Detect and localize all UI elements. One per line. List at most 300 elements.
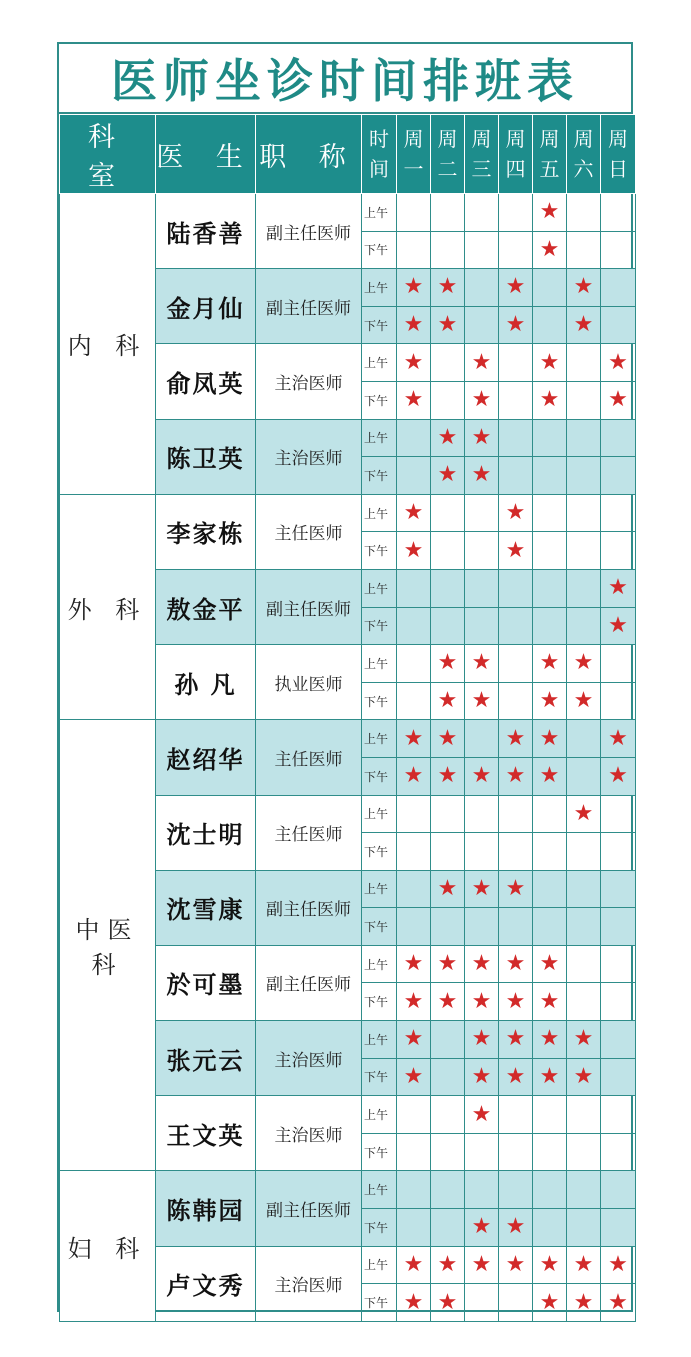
schedule-cell xyxy=(499,344,533,382)
period-label: 上午 xyxy=(362,1246,397,1284)
schedule-cell xyxy=(397,381,431,419)
star-icon: ★ xyxy=(471,1026,492,1052)
star-icon: ★ xyxy=(539,236,560,262)
schedule-sheet xyxy=(57,42,633,1315)
schedule-cell xyxy=(465,945,499,983)
star-icon: ★ xyxy=(608,612,628,638)
schedule-cell xyxy=(567,983,601,1021)
period-label: 上午 xyxy=(362,569,397,607)
star-icon: ★ xyxy=(437,424,458,450)
schedule-cell xyxy=(601,1133,636,1171)
schedule-cell xyxy=(601,757,636,795)
star-icon: ★ xyxy=(437,1251,458,1277)
schedule-cell xyxy=(431,983,465,1021)
schedule-cell xyxy=(567,194,601,232)
department-cell: 中医科 xyxy=(60,720,156,1171)
schedule-cell xyxy=(465,457,499,495)
star-icon: ★ xyxy=(573,312,594,338)
schedule-cell xyxy=(397,344,431,382)
schedule-cell xyxy=(465,908,499,946)
period-label: 下午 xyxy=(362,1284,397,1322)
doctor-name: 俞凤英 xyxy=(156,344,256,419)
schedule-cell xyxy=(431,645,465,683)
star-icon: ★ xyxy=(403,537,424,563)
schedule-cell xyxy=(465,795,499,833)
star-icon: ★ xyxy=(471,951,492,977)
department-cell: 内 科 xyxy=(60,194,156,495)
schedule-cell xyxy=(499,532,533,570)
schedule-cell xyxy=(601,983,636,1021)
schedule-cell xyxy=(567,870,601,908)
schedule-cell xyxy=(533,306,567,344)
star-icon: ★ xyxy=(437,951,458,977)
star-icon: ★ xyxy=(608,387,628,413)
schedule-cell xyxy=(533,194,567,232)
schedule-cell xyxy=(601,532,636,570)
page-title: 医师坐诊时间排班表 xyxy=(59,44,631,114)
schedule-cell xyxy=(431,381,465,419)
schedule-cell xyxy=(499,908,533,946)
schedule-cell xyxy=(533,344,567,382)
schedule-cell xyxy=(397,194,431,232)
schedule-cell xyxy=(397,1058,431,1096)
schedule-cell xyxy=(567,757,601,795)
period-label: 下午 xyxy=(362,457,397,495)
schedule-cell xyxy=(465,870,499,908)
schedule-cell xyxy=(567,457,601,495)
schedule-cell xyxy=(499,1058,533,1096)
schedule-cell xyxy=(533,269,567,307)
period-label: 上午 xyxy=(362,645,397,683)
schedule-cell xyxy=(397,1284,431,1322)
star-icon: ★ xyxy=(573,688,594,714)
star-icon: ★ xyxy=(539,1063,560,1089)
schedule-cell xyxy=(397,532,431,570)
header-doctor: 医 生 xyxy=(156,115,256,194)
schedule-cell xyxy=(601,381,636,419)
schedule-cell xyxy=(567,269,601,307)
star-icon: ★ xyxy=(471,988,492,1014)
star-icon: ★ xyxy=(403,1251,424,1277)
schedule-cell xyxy=(533,231,567,269)
schedule-cell xyxy=(465,381,499,419)
doctor-name: 卢文秀 xyxy=(156,1246,256,1321)
schedule-cell xyxy=(499,795,533,833)
schedule-cell xyxy=(431,1058,465,1096)
schedule-cell xyxy=(431,231,465,269)
header-day-wed: 周 三 xyxy=(465,115,499,194)
schedule-cell xyxy=(431,494,465,532)
schedule-cell xyxy=(465,306,499,344)
star-icon: ★ xyxy=(505,274,526,300)
star-icon: ★ xyxy=(608,1251,628,1277)
schedule-cell xyxy=(499,833,533,871)
schedule-cell xyxy=(499,1209,533,1247)
doctor-title: 副主任医师 xyxy=(256,569,362,644)
star-icon: ★ xyxy=(471,688,492,714)
star-icon: ★ xyxy=(403,1026,424,1052)
schedule-cell xyxy=(499,1133,533,1171)
star-icon: ★ xyxy=(608,1289,628,1315)
schedule-cell xyxy=(431,194,465,232)
star-icon: ★ xyxy=(471,387,492,413)
star-icon: ★ xyxy=(437,875,458,901)
schedule-cell xyxy=(465,231,499,269)
doctor-name: 赵绍华 xyxy=(156,720,256,795)
star-icon: ★ xyxy=(505,500,526,526)
schedule-cell xyxy=(499,870,533,908)
schedule-cell xyxy=(465,419,499,457)
schedule-cell xyxy=(465,983,499,1021)
schedule-cell xyxy=(601,457,636,495)
schedule-cell xyxy=(601,833,636,871)
schedule-cell xyxy=(533,1171,567,1209)
schedule-cell xyxy=(431,532,465,570)
schedule-cell xyxy=(533,381,567,419)
schedule-cell xyxy=(533,682,567,720)
schedule-cell xyxy=(533,607,567,645)
period-label: 下午 xyxy=(362,532,397,570)
schedule-cell xyxy=(431,945,465,983)
schedule-cell xyxy=(465,269,499,307)
star-icon: ★ xyxy=(505,1251,526,1277)
schedule-cell xyxy=(533,532,567,570)
doctor-name: 金月仙 xyxy=(156,269,256,344)
star-icon: ★ xyxy=(403,763,424,789)
schedule-cell xyxy=(499,419,533,457)
star-icon: ★ xyxy=(471,1063,492,1089)
schedule-row xyxy=(60,720,636,758)
period-label: 下午 xyxy=(362,1058,397,1096)
doctor-title: 主治医师 xyxy=(256,1021,362,1096)
doctor-name: 李家栋 xyxy=(156,494,256,569)
schedule-cell xyxy=(397,569,431,607)
schedule-cell xyxy=(397,682,431,720)
schedule-cell xyxy=(397,1209,431,1247)
doctor-name: 敖金平 xyxy=(156,569,256,644)
schedule-cell xyxy=(431,419,465,457)
star-icon: ★ xyxy=(403,988,424,1014)
header-day-sun: 周 日 xyxy=(601,115,636,194)
schedule-cell xyxy=(533,720,567,758)
schedule-cell xyxy=(465,1058,499,1096)
schedule-cell xyxy=(601,607,636,645)
star-icon: ★ xyxy=(539,725,560,751)
schedule-cell xyxy=(601,1284,636,1322)
star-icon: ★ xyxy=(437,725,458,751)
star-icon: ★ xyxy=(608,763,628,789)
schedule-cell xyxy=(465,1284,499,1322)
star-icon: ★ xyxy=(539,650,560,676)
schedule-cell xyxy=(567,419,601,457)
star-icon: ★ xyxy=(505,1214,526,1240)
schedule-cell xyxy=(431,306,465,344)
schedule-cell xyxy=(465,532,499,570)
schedule-cell xyxy=(567,908,601,946)
schedule-cell xyxy=(397,870,431,908)
star-icon: ★ xyxy=(403,274,424,300)
schedule-cell xyxy=(397,908,431,946)
schedule-cell xyxy=(601,419,636,457)
period-label: 上午 xyxy=(362,870,397,908)
schedule-cell xyxy=(533,419,567,457)
doctor-title: 主治医师 xyxy=(256,1246,362,1321)
doctor-title: 主任医师 xyxy=(256,494,362,569)
schedule-cell xyxy=(397,494,431,532)
star-icon: ★ xyxy=(403,1289,424,1315)
star-icon: ★ xyxy=(539,988,560,1014)
schedule-cell xyxy=(601,1058,636,1096)
schedule-row xyxy=(60,494,636,532)
star-icon: ★ xyxy=(437,274,458,300)
schedule-cell xyxy=(601,682,636,720)
schedule-cell xyxy=(567,795,601,833)
schedule-cell xyxy=(499,1096,533,1134)
star-icon: ★ xyxy=(471,424,492,450)
star-icon: ★ xyxy=(403,1063,424,1089)
star-icon: ★ xyxy=(437,988,458,1014)
schedule-cell xyxy=(567,1171,601,1209)
schedule-cell xyxy=(567,1284,601,1322)
star-icon: ★ xyxy=(505,988,526,1014)
schedule-cell xyxy=(465,344,499,382)
schedule-cell xyxy=(465,194,499,232)
star-icon: ★ xyxy=(437,650,458,676)
star-icon: ★ xyxy=(539,349,560,375)
schedule-cell xyxy=(499,757,533,795)
schedule-cell xyxy=(499,1284,533,1322)
doctor-name: 陈韩园 xyxy=(156,1171,256,1246)
star-icon: ★ xyxy=(471,763,492,789)
star-icon: ★ xyxy=(573,650,594,676)
schedule-cell xyxy=(397,419,431,457)
schedule-cell xyxy=(499,1021,533,1059)
schedule-cell xyxy=(499,306,533,344)
schedule-cell xyxy=(465,833,499,871)
schedule-cell xyxy=(567,1209,601,1247)
star-icon: ★ xyxy=(505,763,526,789)
schedule-cell xyxy=(397,757,431,795)
doctor-title: 主任医师 xyxy=(256,795,362,870)
schedule-cell xyxy=(533,1096,567,1134)
star-icon: ★ xyxy=(573,1026,594,1052)
schedule-cell xyxy=(431,1209,465,1247)
period-label: 上午 xyxy=(362,945,397,983)
star-icon: ★ xyxy=(608,349,628,375)
schedule-cell xyxy=(431,908,465,946)
star-icon: ★ xyxy=(505,951,526,977)
doctor-name: 张元云 xyxy=(156,1021,256,1096)
schedule-cell xyxy=(431,1246,465,1284)
star-icon: ★ xyxy=(539,199,560,225)
period-label: 上午 xyxy=(362,494,397,532)
header-day-mon: 周 一 xyxy=(397,115,431,194)
period-label: 下午 xyxy=(362,757,397,795)
period-label: 上午 xyxy=(362,419,397,457)
star-icon: ★ xyxy=(539,1289,560,1315)
period-label: 下午 xyxy=(362,231,397,269)
schedule-cell xyxy=(431,757,465,795)
schedule-body xyxy=(60,194,636,1322)
period-label: 下午 xyxy=(362,1133,397,1171)
doctor-name: 沈雪康 xyxy=(156,870,256,945)
header-day-sat: 周 六 xyxy=(567,115,601,194)
schedule-cell xyxy=(601,945,636,983)
schedule-cell xyxy=(465,645,499,683)
schedule-cell xyxy=(397,306,431,344)
schedule-cell xyxy=(601,1246,636,1284)
star-icon: ★ xyxy=(505,1063,526,1089)
star-icon: ★ xyxy=(471,650,492,676)
doctor-title: 副主任医师 xyxy=(256,945,362,1020)
schedule-table xyxy=(59,114,636,1322)
star-icon: ★ xyxy=(471,1101,492,1127)
schedule-cell xyxy=(397,269,431,307)
schedule-cell xyxy=(567,720,601,758)
schedule-cell xyxy=(567,607,601,645)
schedule-cell xyxy=(601,269,636,307)
schedule-cell xyxy=(431,607,465,645)
schedule-cell xyxy=(567,1133,601,1171)
schedule-cell xyxy=(533,945,567,983)
doctor-name: 於可墨 xyxy=(156,945,256,1020)
doctor-name: 沈士明 xyxy=(156,795,256,870)
doctor-name: 陈卫英 xyxy=(156,419,256,494)
star-icon: ★ xyxy=(437,462,458,488)
schedule-cell xyxy=(567,306,601,344)
period-label: 下午 xyxy=(362,607,397,645)
schedule-cell xyxy=(533,833,567,871)
schedule-cell xyxy=(465,569,499,607)
schedule-cell xyxy=(601,1021,636,1059)
star-icon: ★ xyxy=(403,500,424,526)
period-label: 下午 xyxy=(362,908,397,946)
star-icon: ★ xyxy=(471,1251,492,1277)
period-label: 上午 xyxy=(362,1021,397,1059)
schedule-cell xyxy=(533,795,567,833)
star-icon: ★ xyxy=(471,462,492,488)
schedule-cell xyxy=(397,645,431,683)
doctor-name: 陆香善 xyxy=(156,194,256,269)
star-icon: ★ xyxy=(573,1251,594,1277)
doctor-title: 主治医师 xyxy=(256,419,362,494)
schedule-cell xyxy=(431,1171,465,1209)
schedule-cell xyxy=(567,1246,601,1284)
schedule-cell xyxy=(499,607,533,645)
header-time: 时 间 xyxy=(362,115,397,194)
star-icon: ★ xyxy=(539,387,560,413)
schedule-cell xyxy=(397,833,431,871)
schedule-cell xyxy=(567,1058,601,1096)
schedule-cell xyxy=(431,569,465,607)
schedule-cell xyxy=(431,833,465,871)
star-icon: ★ xyxy=(403,349,424,375)
star-icon: ★ xyxy=(539,951,560,977)
star-icon: ★ xyxy=(608,725,628,751)
schedule-cell xyxy=(465,720,499,758)
period-label: 下午 xyxy=(362,983,397,1021)
header-day-fri: 周 五 xyxy=(533,115,567,194)
schedule-cell xyxy=(567,494,601,532)
schedule-cell xyxy=(567,682,601,720)
schedule-cell xyxy=(397,945,431,983)
schedule-cell xyxy=(601,1096,636,1134)
schedule-cell xyxy=(533,569,567,607)
period-label: 下午 xyxy=(362,381,397,419)
schedule-cell xyxy=(533,1246,567,1284)
star-icon: ★ xyxy=(471,1214,492,1240)
period-label: 上午 xyxy=(362,795,397,833)
schedule-cell xyxy=(601,569,636,607)
schedule-cell xyxy=(499,983,533,1021)
schedule-cell xyxy=(601,1171,636,1209)
star-icon: ★ xyxy=(403,387,424,413)
schedule-cell xyxy=(601,194,636,232)
schedule-cell xyxy=(465,682,499,720)
period-label: 上午 xyxy=(362,1171,397,1209)
doctor-name: 王文英 xyxy=(156,1096,256,1171)
schedule-cell xyxy=(397,795,431,833)
star-icon: ★ xyxy=(437,688,458,714)
doctor-title: 副主任医师 xyxy=(256,1171,362,1246)
schedule-cell xyxy=(601,494,636,532)
star-icon: ★ xyxy=(437,1289,458,1315)
schedule-cell xyxy=(567,532,601,570)
period-label: 上午 xyxy=(362,720,397,758)
schedule-cell xyxy=(533,1021,567,1059)
schedule-cell xyxy=(431,1096,465,1134)
star-icon: ★ xyxy=(403,951,424,977)
star-icon: ★ xyxy=(573,274,594,300)
star-icon: ★ xyxy=(437,763,458,789)
schedule-cell xyxy=(465,1171,499,1209)
star-icon: ★ xyxy=(573,1063,594,1089)
schedule-cell xyxy=(431,795,465,833)
schedule-cell xyxy=(601,231,636,269)
schedule-cell xyxy=(601,306,636,344)
schedule-cell xyxy=(499,645,533,683)
schedule-cell xyxy=(431,457,465,495)
schedule-cell xyxy=(499,720,533,758)
period-label: 下午 xyxy=(362,1209,397,1247)
star-icon: ★ xyxy=(539,763,560,789)
schedule-cell xyxy=(465,1246,499,1284)
period-label: 上午 xyxy=(362,1096,397,1134)
doctor-title: 执业医师 xyxy=(256,645,362,720)
star-icon: ★ xyxy=(573,800,594,826)
star-icon: ★ xyxy=(403,725,424,751)
schedule-cell xyxy=(601,645,636,683)
star-icon: ★ xyxy=(608,575,628,601)
schedule-cell xyxy=(567,569,601,607)
period-label: 上午 xyxy=(362,269,397,307)
schedule-cell xyxy=(499,569,533,607)
schedule-cell xyxy=(499,945,533,983)
star-icon: ★ xyxy=(573,1289,594,1315)
doctor-title: 副主任医师 xyxy=(256,870,362,945)
doctor-title: 主治医师 xyxy=(256,1096,362,1171)
schedule-cell xyxy=(499,381,533,419)
schedule-cell xyxy=(533,983,567,1021)
schedule-cell xyxy=(533,757,567,795)
schedule-cell xyxy=(465,1096,499,1134)
schedule-cell xyxy=(567,1096,601,1134)
header-dept: 科 室 xyxy=(60,115,156,194)
doctor-title: 主治医师 xyxy=(256,344,362,419)
schedule-cell xyxy=(465,1021,499,1059)
schedule-cell xyxy=(567,833,601,871)
star-icon: ★ xyxy=(403,312,424,338)
